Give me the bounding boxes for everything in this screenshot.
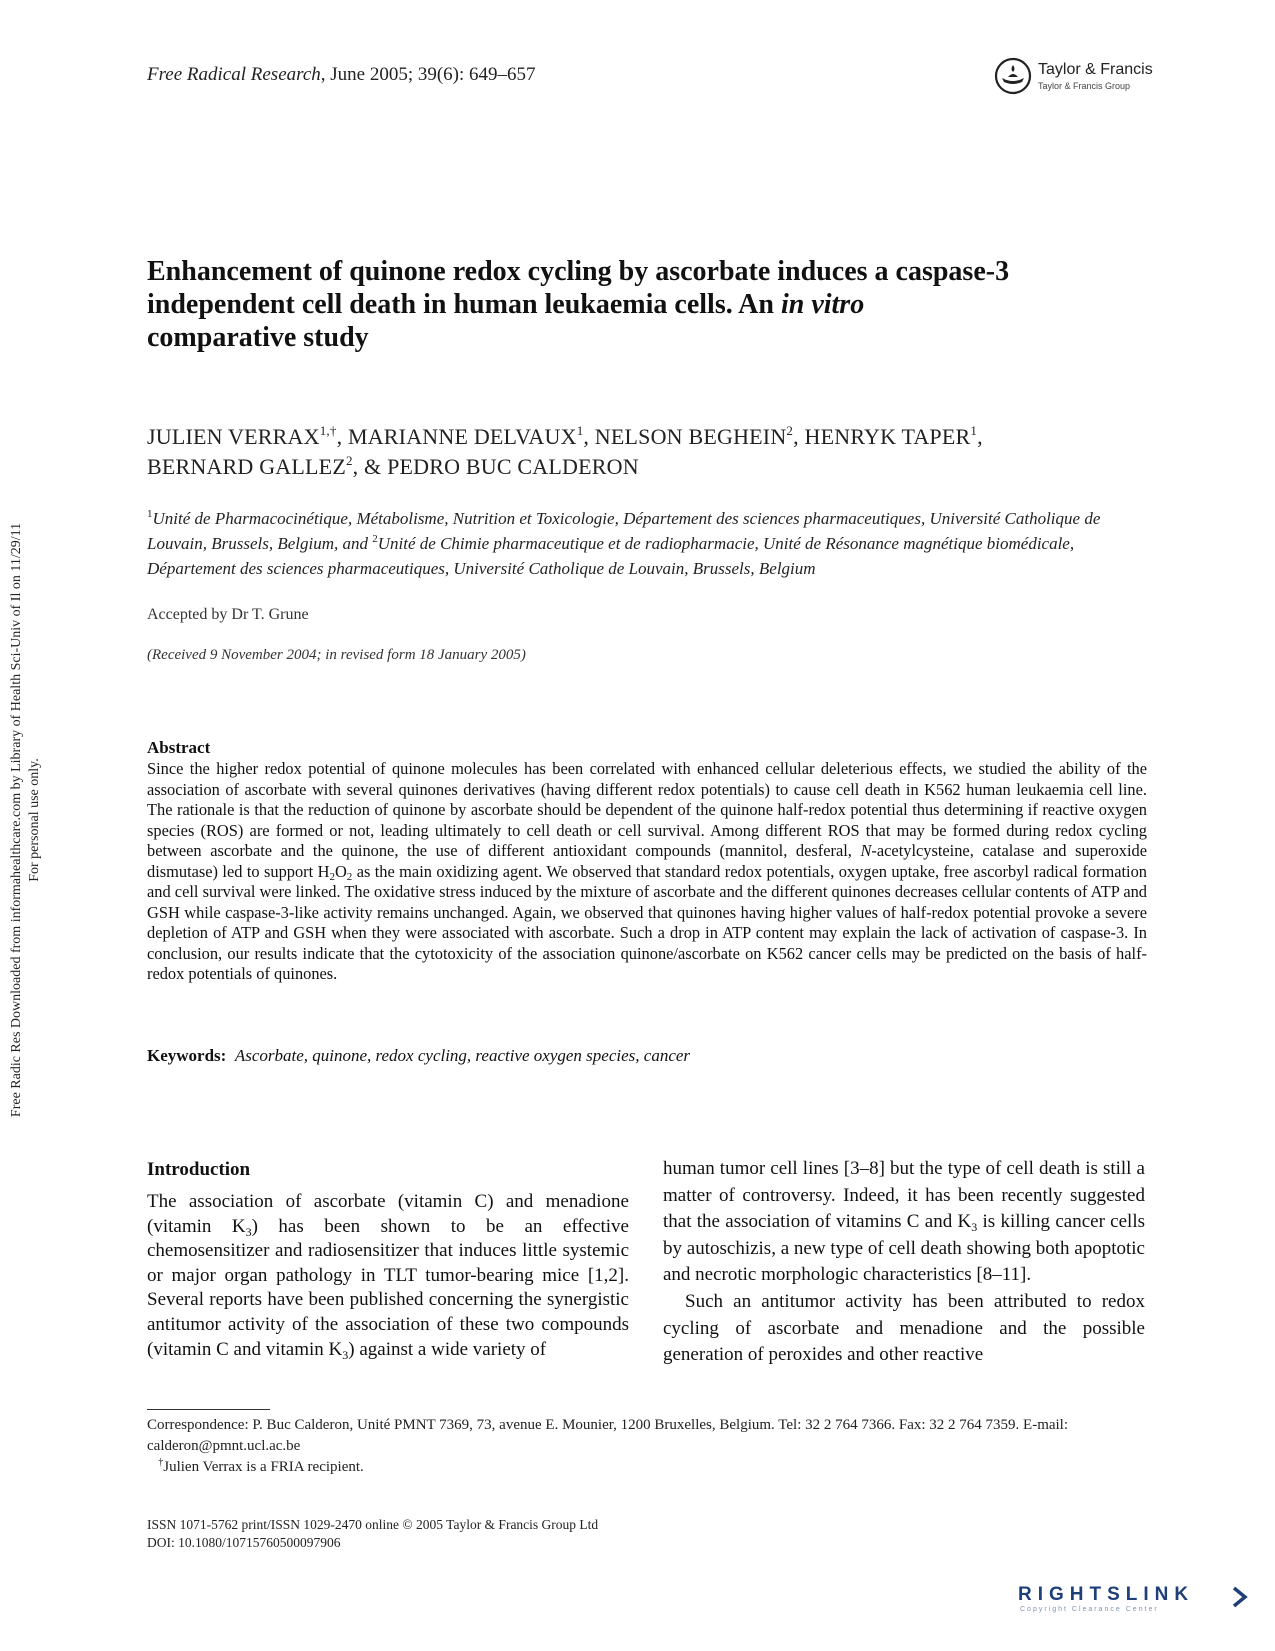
author-name: , HENRYK TAPER: [793, 424, 971, 449]
paragraph-text: The association of ascorbate (vitamin C) and menadione (vitamin K: [147, 1191, 629, 1237]
body-column-right: [663, 1156, 1145, 1369]
author-name: , NELSON BEGHEIN: [583, 424, 787, 449]
rightslink-subtext: Copyright Clearance Center: [1020, 1606, 1159, 1613]
footnote-divider: [147, 1409, 270, 1410]
rightslink-text: RIGHTSLINK: [1018, 1584, 1195, 1605]
received-dates: (Received 9 November 2004; in revised form 18 January 2005): [147, 647, 526, 663]
author-name: , MARIANNE DELVAUX: [336, 424, 577, 449]
keywords-label: Keywords:: [147, 1046, 227, 1065]
abstract-body: [147, 759, 1147, 985]
correspondence-text: Correspondence: P. Buc Calderon, Unité PMNT 7369, 73, avenue E. Mounier, 1200 Bruxelles, Belgium. Tel: 32 2 764 7366. Fax: 32 2 764 7359. E-mail: calderon@pmnt.ucl.ac.be: [147, 1417, 1069, 1454]
paragraph-text: human tumor cell lines [3–8] but the type of cell death is still a matter of controversy. Indeed, it has been recently suggested that the association of vitamins C and K: [663, 1158, 1145, 1233]
author-affil-sup: 1: [970, 423, 978, 438]
accepted-by: Accepted by Dr T. Grune: [147, 606, 309, 623]
paragraph: Such an antitumor activity has been attributed to redox cycling of ascorbate and menadione and the possible generation of peroxides and other reactive: [663, 1290, 1145, 1366]
doi-line: DOI: 10.1080/10715760500097906: [147, 1535, 341, 1550]
section-heading-introduction: Introduction: [147, 1159, 251, 1180]
journal-issue: , June 2005; 39(6): 649–657: [320, 64, 536, 85]
watermark-line-1: Free Radic Res Downloaded from informahealthcare.com by Library of Health Sci-Univ of Il on 11/29/11: [9, 522, 24, 1118]
author-affil-sup: 1: [576, 423, 584, 438]
paragraph: [147, 1190, 629, 1362]
paragraph-text: ) against a wide variety of: [348, 1338, 547, 1360]
abstract-sub: 2: [329, 870, 335, 883]
paragraph-sub: 3: [971, 1220, 978, 1235]
chevron-right-icon: [1230, 1586, 1250, 1608]
title-italic: in vitro: [780, 289, 865, 320]
author-affil-sup: 2: [786, 423, 794, 438]
abstract-text: Since the higher redox potential of quinone molecules has been correlated with enhanced cellular deleterious effects, we studied the ability of the association of ascorbate with several quinones derivatives (having different redox potentials) to cause cell death in K562 human leukaemia cell line. The rationale is that the reduction of quinone by ascorbate should be dependent of the quinone half-redox potential thus determining if reactive oxygen species (ROS) are formed or not, leading ultimately to cell death or cell survival. Among different ROS that may be formed during redox cycling between ascorbate and the quinone, the use of different antioxidant compounds (mannitol, desferal,: [147, 759, 1147, 860]
publisher-lamp-icon: [994, 57, 1032, 95]
paragraph-text: is killing cancer cells by autoschizis, a new type of cell death showing both apoptotic and necrotic morphologic characteristics [8–11].: [663, 1211, 1145, 1286]
author-name: , & PEDRO BUC CALDERON: [352, 454, 639, 479]
paragraph-text: ) has been shown to be an effective chemosensitizer and radiosensitizer that induces little systemic or major organ pathology in TLT tumor-bearing mice [1,2]. Several reports have been published concerning the synergistic antitumor activity of the association of these two compounds (vitamin C and vitamin K: [147, 1215, 629, 1360]
abstract-sub: 2: [346, 870, 353, 883]
article-title: [147, 255, 1157, 354]
issn-line: ISSN 1071-5762 print/ISSN 1029-2470 online © 2005 Taylor & Francis Group Ltd: [147, 1517, 599, 1532]
author-sep: ,: [977, 424, 983, 449]
abstract-heading: Abstract: [147, 738, 211, 757]
watermark-line-2: For personal use only.: [27, 758, 42, 882]
title-line-3: comparative study: [147, 322, 369, 353]
dagger-mark: †: [158, 1457, 164, 1468]
author-name: BERNARD GALLEZ: [147, 454, 346, 479]
abstract-italic: N: [860, 841, 872, 860]
publisher-group: Taylor & Francis Group: [1038, 81, 1131, 91]
title-line-1: Enhancement of quinone redox cycling by ascorbate induces a caspase-3: [147, 256, 1010, 287]
correspondence-note: [147, 1415, 1147, 1457]
author-name: JULIEN VERRAX: [147, 424, 320, 449]
body-column-left: [147, 1190, 629, 1362]
fria-note: [147, 1457, 1147, 1478]
affil-text-1: Unité de Pharmacocinétique, Métabolisme, Nutrition et Toxicologie, Département des sciences pharmaceutiques, Université Catholique de Louvain, Brussels, Belgium, and: [147, 509, 1101, 553]
author-affil-sup: 2: [345, 453, 353, 468]
journal-name: Free Radical Research: [147, 64, 321, 85]
affil-text-2: Unité de Chimie pharmaceutique et de radiopharmacie, Unité de Résonance magnétique biomédicale, Département des sciences pharmaceutiques, Université Catholique de Louvain, Brussels, Belgium: [147, 534, 1075, 578]
publisher-logo: [994, 57, 1194, 99]
author-affil-sup: 1,†: [319, 423, 337, 438]
keywords: [147, 1046, 690, 1066]
fria-text: Julien Verrax is a FRIA recipient.: [163, 1459, 364, 1475]
abstract-text: -acetylcysteine, catalase and superoxide dismutase) led to support H: [147, 841, 1147, 881]
publisher-name: Taylor & Francis: [1038, 61, 1153, 78]
keywords-text: Ascorbate, quinone, redox cycling, reactive oxygen species, cancer: [234, 1046, 691, 1065]
paragraph: [663, 1156, 1145, 1289]
title-line-2: independent cell death in human leukaemia cells. An: [147, 289, 781, 320]
paragraph-sub: 3: [245, 1224, 252, 1239]
issn-block: [147, 1516, 598, 1552]
rightslink-logo[interactable]: [1018, 1584, 1250, 1614]
footnotes: [147, 1415, 1147, 1478]
abstract-text: as the main oxidizing agent. We observed that standard redox potentials, oxygen uptake, free ascorbyl radical formation and cell survival were linked. The oxidative stress induced by the mixture of ascorbate and the different quinones decreases cellular contents of ATP and GSH while caspase-3-like activity remains unchanged. Again, we observed that quinones having higher values of half-redox potential provoke a severe depletion of ATP and GSH when they were associated with ascorbate. Such a drop in ATP content may explain the lack of activation of caspase-3. In conclusion, our results indicate that the cytotoxicity of the association quinone/ascorbate on K562 cancer cells may be predicted on the basis of half-redox potentials of quinones.: [147, 861, 1147, 983]
paragraph-sub: 3: [342, 1347, 349, 1362]
affil-sup: 1: [147, 508, 153, 520]
journal-citation: [147, 64, 536, 86]
abstract-text: O: [334, 861, 347, 881]
affil-sup: 2: [372, 533, 378, 545]
